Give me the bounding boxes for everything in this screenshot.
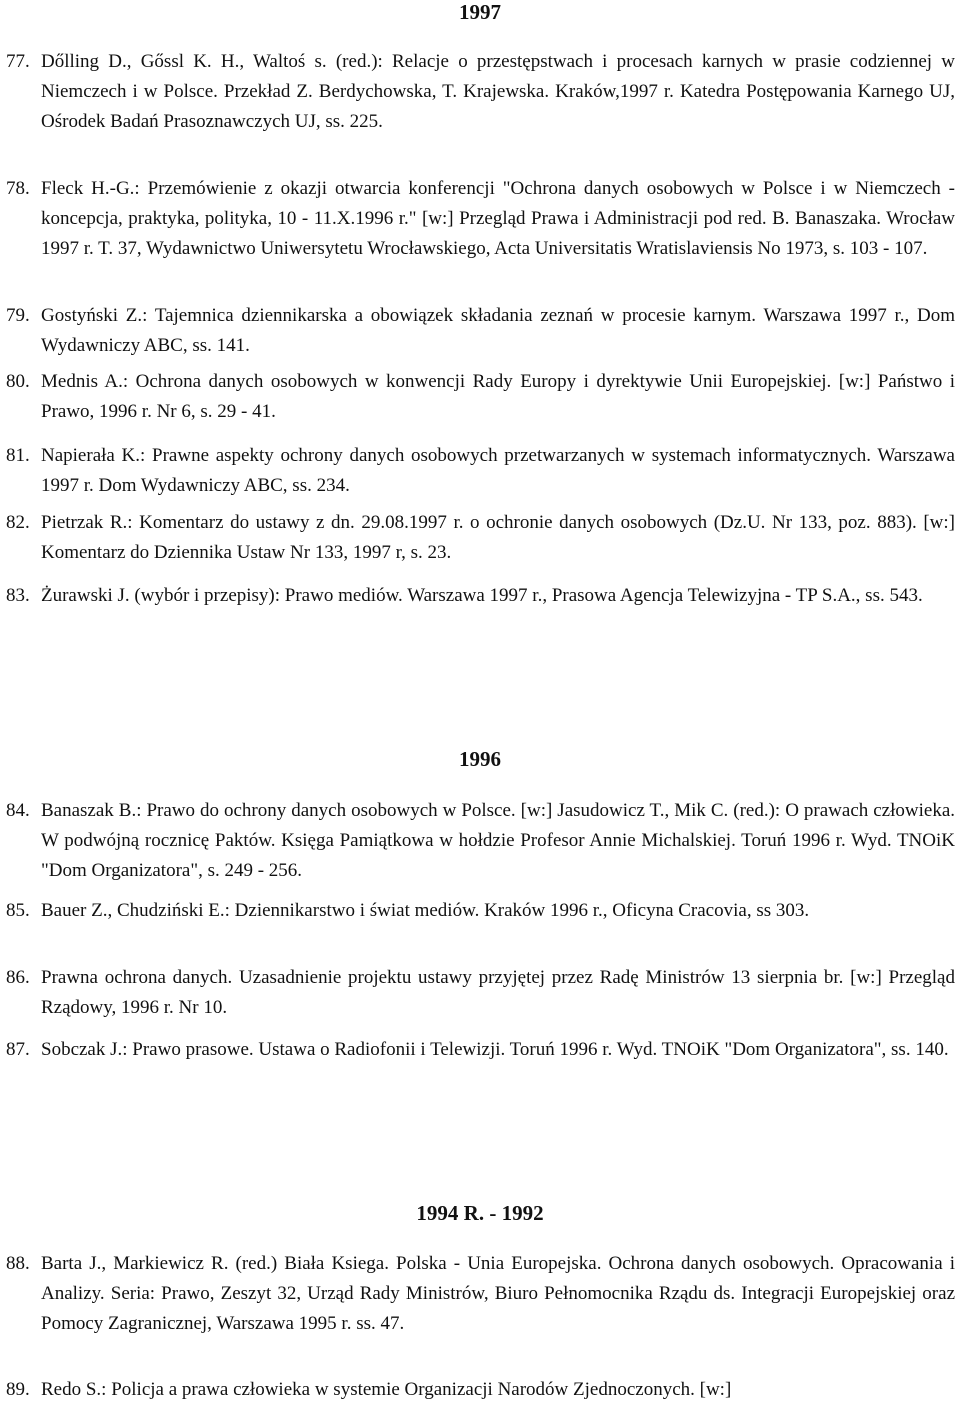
entry-number: 89.	[6, 1379, 30, 1400]
entry-number: 83.	[6, 585, 30, 606]
bibliography-entry-77	[6, 47, 955, 137]
entry-number: 81.	[6, 445, 30, 466]
bibliography-entry-83	[6, 581, 955, 611]
bibliography-entry-79	[6, 301, 955, 361]
bibliography-entry-81	[6, 441, 955, 501]
entry-text: Napierała K.: Prawne aspekty ochrony danych osobowych przetwarzanych w systemach informatycznych. Warszawa 1997 r. Dom Wydawniczy ABC, ss. 234.	[41, 445, 955, 496]
entry-text: Fleck H.-G.: Przemówienie z okazji otwarcia konferencji "Ochrona danych osobowych w Polsce i w Niemczech - koncepcja, praktyka, polityka, 10 - 11.X.1996 r." [w:] Przegląd Prawa i Administracji pod red. B. Banaszaka. Wrocław 1997 r. T. 37, Wydawnictwo Uniwersytetu Wrocławskiego, Acta Universitatis Wratislaviensis No 1973, s. 103 - 107.	[41, 178, 955, 259]
entry-text: Żurawski J. (wybór i przepisy): Prawo mediów. Warszawa 1997 r., Prasowa Agencja Telewizyjna - TP S.A., ss. 543.	[41, 585, 923, 606]
bibliography-entry-84	[6, 796, 955, 886]
bibliography-entry-88	[6, 1249, 955, 1339]
entry-text: Dőlling D., Gőssl K. H., Waltoś s. (red.): Relacje o przestępstwach i procesach karnych w prasie codziennej w Niemczech i w Polsce. Przekład Z. Berdychowska, T. Krajewska. Kraków,1997 r. Katedra Postępowania Karnego UJ, Ośrodek Badań Prasoznawczych UJ, ss. 225.	[41, 51, 955, 132]
entry-number: 77.	[6, 51, 30, 72]
entry-number: 79.	[6, 305, 30, 326]
section-heading-1997: 1997	[459, 0, 501, 24]
entry-number: 82.	[6, 512, 30, 533]
bibliography-entry-89	[6, 1375, 955, 1405]
entry-text: Mednis A.: Ochrona danych osobowych w konwencji Rady Europy i dyrektywie Unii Europejskiej. [w:] Państwo i Prawo, 1996 r. Nr 6, s. 29 - 41.	[41, 371, 955, 422]
bibliography-entry-85	[6, 896, 955, 926]
bibliography-entry-87	[6, 1035, 955, 1065]
entry-text: Bauer Z., Chudziński E.: Dziennikarstwo i świat mediów. Kraków 1996 r., Oficyna Cracovia, ss 303.	[41, 900, 810, 921]
entry-text: Sobczak J.: Prawo prasowe. Ustawa o Radiofonii i Telewizji. Toruń 1996 r. Wyd. TNOiK "Dom Organizatora", ss. 140.	[41, 1039, 949, 1060]
entry-number: 85.	[6, 900, 30, 921]
entry-number: 84.	[6, 800, 30, 821]
entry-number: 87.	[6, 1039, 30, 1060]
entry-text: Redo S.: Policja a prawa człowieka w systemie Organizacji Narodów Zjednoczonych. [w:]	[41, 1379, 732, 1400]
section-heading-1994-1992: 1994 R. - 1992	[416, 1201, 544, 1225]
entry-text: Barta J., Markiewicz R. (red.) Biała Ksiega. Polska - Unia Europejska. Ochrona danych osobowych. Opracowania i Analizy. Seria: Prawo, Zeszyt 32, Urząd Rady Ministrów, Biuro Pełnomocnika Rządu ds. Integracji Europejskiej oraz Pomocy Zagranicznej, Warszawa 1995 r. ss. 47.	[41, 1253, 955, 1334]
entry-number: 88.	[6, 1253, 30, 1274]
entry-number: 80.	[6, 371, 30, 392]
bibliography-entry-86	[6, 963, 955, 1023]
entry-number: 86.	[6, 967, 30, 988]
section-heading-1996: 1996	[459, 747, 501, 771]
entry-text: Gostyński Z.: Tajemnica dziennikarska a obowiązek składania zeznań w procesie karnym. Warszawa 1997 r., Dom Wydawniczy ABC, ss. 141.	[41, 305, 955, 356]
bibliography-entry-82	[6, 508, 955, 568]
entry-text: Banaszak B.: Prawo do ochrony danych osobowych w Polsce. [w:] Jasudowicz T., Mik C. (red.): O prawach człowieka. W podwójną rocznicę Paktów. Księga Pamiątkowa w hołdzie Profesor Annie Michalskiej. Toruń 1996 r. Wyd. TNOiK "Dom Organizatora", s. 249 - 256.	[41, 800, 955, 881]
bibliography-entry-80	[6, 367, 955, 427]
entry-text: Prawna ochrona danych. Uzasadnienie projektu ustawy przyjętej przez Radę Ministrów 13 sierpnia br. [w:] Przegląd Rządowy, 1996 r. Nr 10.	[41, 967, 955, 1018]
bibliography-entry-78	[6, 174, 955, 264]
entry-number: 78.	[6, 178, 30, 199]
entry-text: Pietrzak R.: Komentarz do ustawy z dn. 29.08.1997 r. o ochronie danych osobowych (Dz.U. Nr 133, poz. 883). [w:] Komentarz do Dziennika Ustaw Nr 133, 1997 r, s. 23.	[41, 512, 955, 563]
